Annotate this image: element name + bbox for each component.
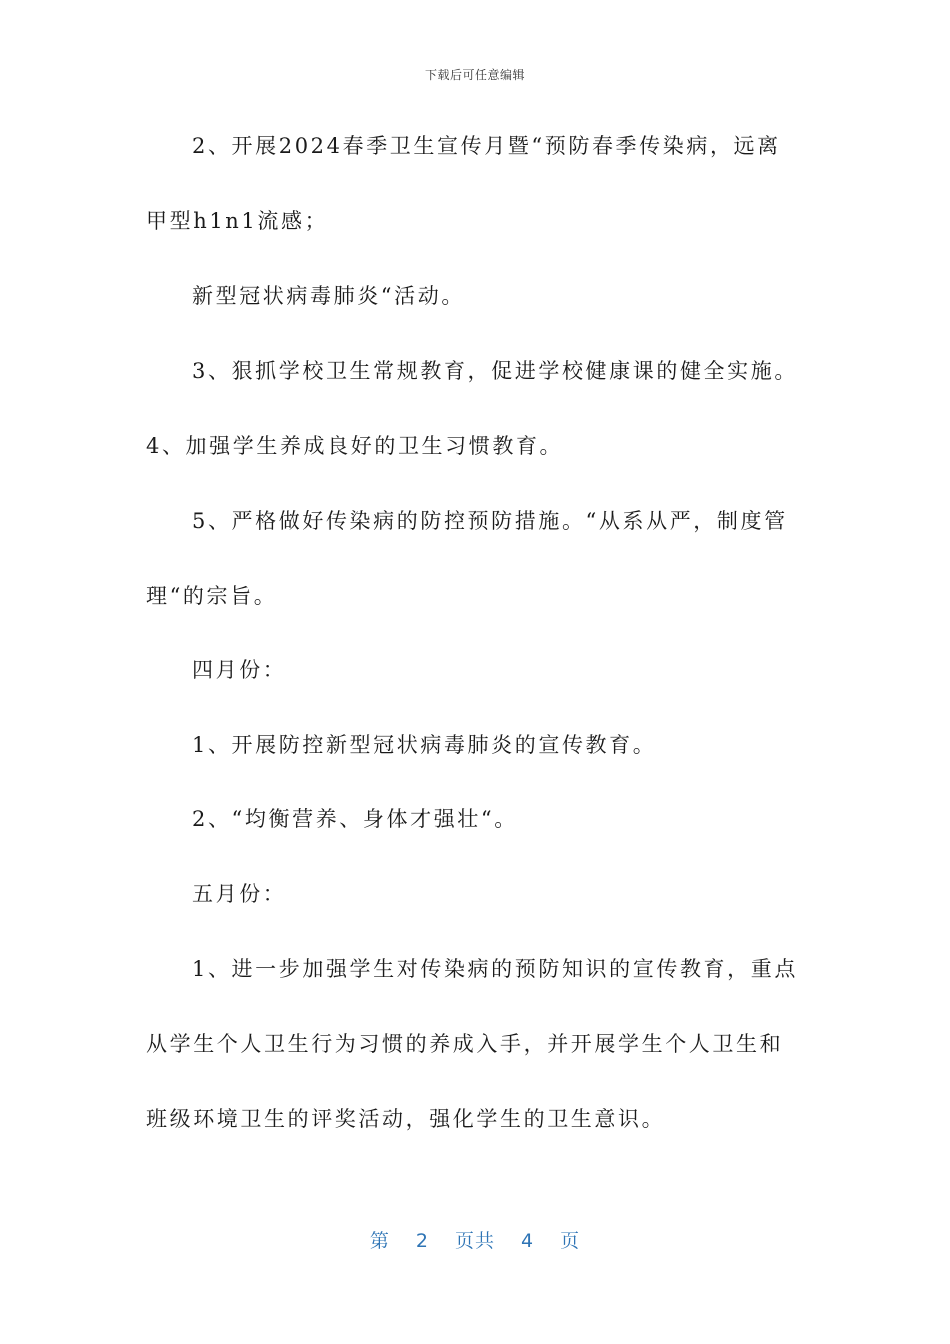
footer-suffix: 页: [560, 1230, 581, 1252]
paragraph-line: 4、加强学生养成良好的卫生习惯教育。: [146, 434, 564, 458]
paragraph-line: 3、狠抓学校卫生常规教育，促进学校健康课的健全实施。: [192, 359, 798, 383]
paragraph-line: 从学生个人卫生行为习惯的养成入手，并开展学生个人卫生和: [146, 1032, 784, 1056]
section-heading-may: 五月份：: [192, 882, 287, 906]
footer-middle: 页共: [454, 1230, 495, 1252]
header-note: 下载后可任意编辑: [424, 68, 525, 82]
paragraph-line: 甲型h1n1流感；: [146, 209, 329, 233]
paragraph-line: 2、“均衡营养、身体才强壮“。: [192, 807, 518, 831]
footer-total-pages: 4: [521, 1230, 535, 1252]
paragraph-line: 理“的宗旨。: [146, 584, 278, 608]
paragraph-line: 新型冠状病毒肺炎“活动。: [192, 284, 465, 308]
paragraph-line: 班级环境卫生的评奖活动，强化学生的卫生意识。: [146, 1107, 666, 1131]
paragraph-line: 1、开展防控新型冠状病毒肺炎的宣传教育。: [192, 733, 657, 757]
paragraph-line: 5、严格做好传染病的防控预防措施。“从系从严，制度管: [192, 509, 788, 533]
section-heading-april: 四月份：: [192, 658, 287, 682]
paragraph-line: 2、开展2024春季卫生宣传月暨“预防春季传染病，远离: [192, 134, 781, 158]
footer-prefix: 第: [369, 1230, 390, 1252]
page-number-footer: [0, 1226, 950, 1253]
footer-current-page: 2: [415, 1230, 429, 1252]
paragraph-line: 1、进一步加强学生对传染病的预防知识的宣传教育，重点: [192, 957, 798, 981]
